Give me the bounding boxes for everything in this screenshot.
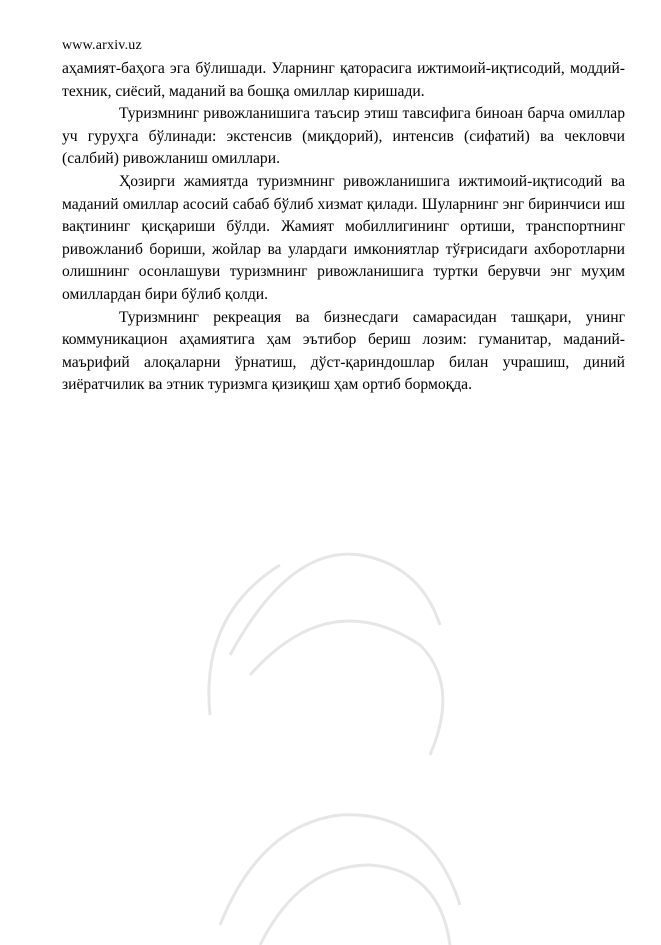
paragraph-4: Туризмнинг рекреация ва бизнесдаги самарасидан ташқари, унинг коммуникацион аҳамиятига ҳам эътибор бериш лозим: гуманитар, маданий-маърифий алоқаларни ўрнатиш, дўст-қариндошлар билан учрашиш, диний зиёратчилик ва этник туризмга қизиқиш ҳам ортиб бормоқда.: [62, 308, 625, 394]
watermark-arc-left: [209, 565, 280, 715]
paragraph-3: Ҳозирги жамиятда туризмнинг ривожланишига ижтимоий-иқтисодий ва маданий омиллар асосий сабаб бўлиб хизмат қилади. Шуларнинг энг биринчиси иш вақтининг қисқариши бўлди. Жамият мобиллигининг ортиши, транспортнинг ривожланиб бориши, жойлар ва улардаги имкониятлар тўғрисидаги ахборотларни олишнинг осонлашуви туризмнинг ривожланишига туртки берувчи энг муҳим омиллардан бири бўлиб қолди.: [62, 172, 625, 303]
paragraph-2: Туризмнинг ривожланишига таъсир этиш тавсифига биноан барча омиллар уч гуруҳга бўлинади: экстенсив (миқдорий), интенсив (сифатий) ва чекловчи (салбий) ривожланиш омиллари.: [62, 105, 625, 168]
site-url: www.arxiv.uz: [62, 38, 142, 53]
paragraph-1: аҳамият-баҳога эга бўлишади. Уларнинг қаторасига ижтимоий-иқтисодий, моддий-техник, сиёсий, маданий ва бошқа омиллар киришади.: [62, 60, 625, 100]
watermark-arc-lower: [260, 865, 450, 945]
document-body: [62, 58, 625, 397]
watermark-arc-top: [230, 554, 440, 655]
watermark-logo: [190, 525, 490, 945]
watermark-arc-bottom: [220, 815, 460, 925]
watermark-arc-mid: [250, 621, 443, 755]
